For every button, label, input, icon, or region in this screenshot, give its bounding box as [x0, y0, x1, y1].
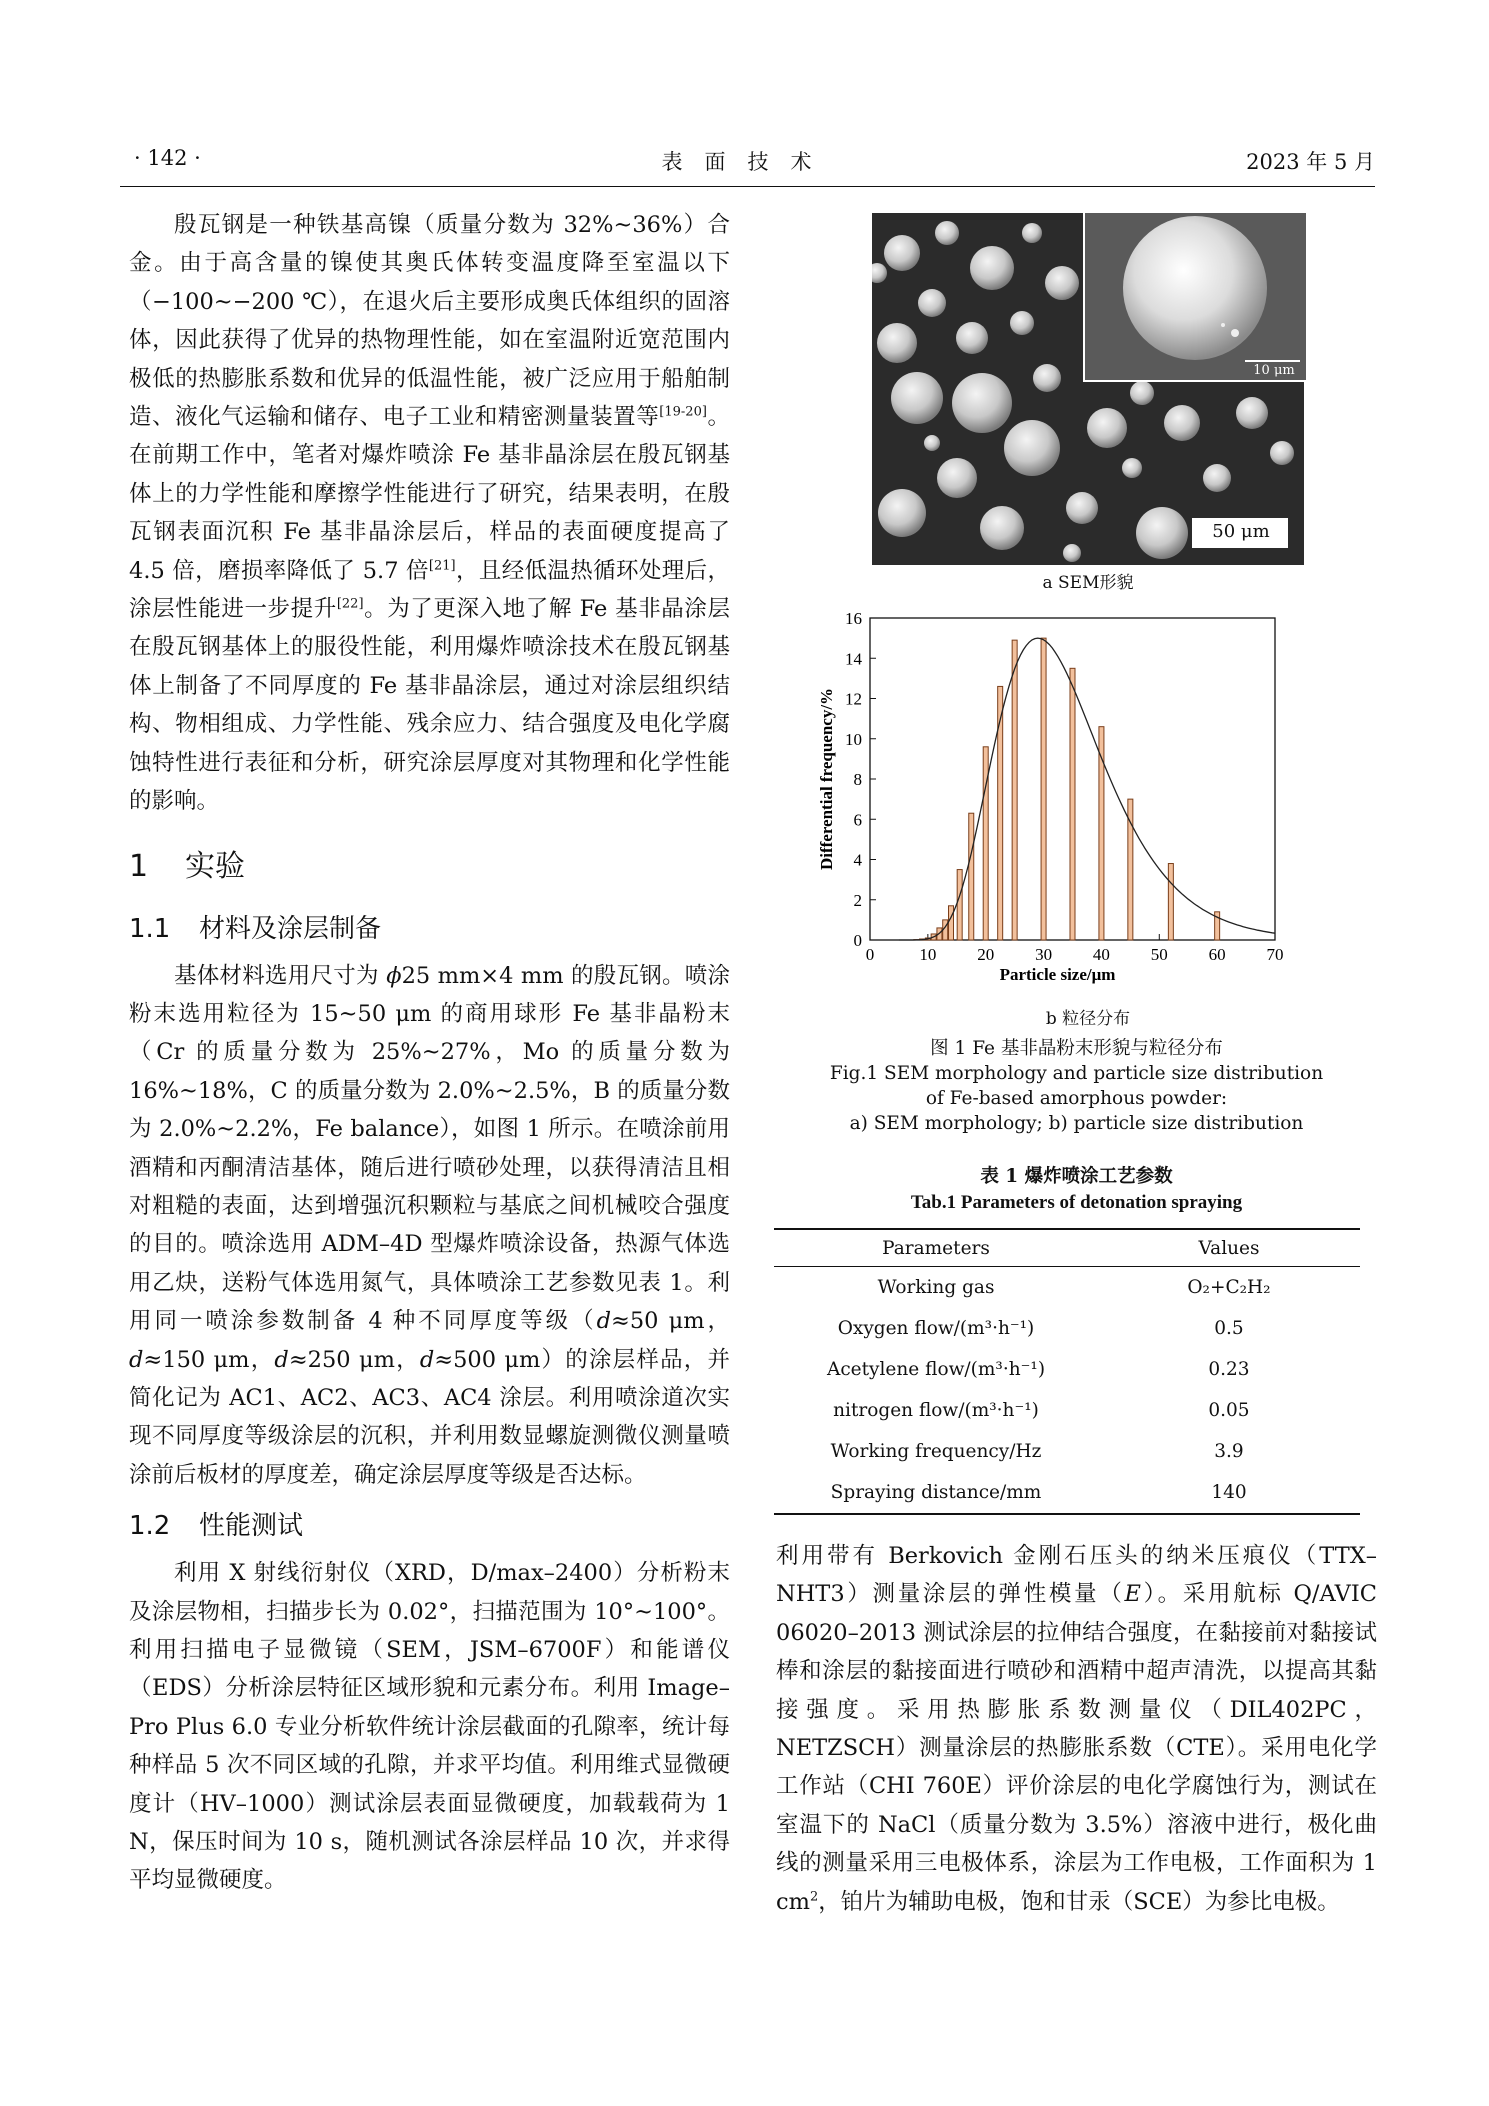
table-row: [774, 1431, 1360, 1472]
subsection-number: 1.2: [129, 1511, 171, 1542]
d-symbol: d: [129, 1346, 144, 1373]
column-header-values: Values: [1098, 1229, 1360, 1267]
table-cell: Acetylene flow/(m³·h⁻¹): [826, 1359, 1046, 1380]
histogram-bar: [957, 870, 962, 940]
section-1-1-heading: [129, 909, 730, 949]
x-axis-label: Particle size/μm: [999, 965, 1116, 984]
scale-bar-inset: 10 μm: [1253, 363, 1295, 378]
column-header-parameters: Parameters: [774, 1229, 1098, 1267]
table-row: [774, 1267, 1360, 1309]
x-tick-label: 60: [1208, 945, 1226, 964]
citation-21[interactable]: [21]: [428, 558, 456, 574]
histogram-bar: [949, 906, 954, 940]
x-tick-label: 20: [977, 945, 995, 964]
x-tick-label: 10: [919, 945, 937, 964]
histogram-bar: [1070, 668, 1075, 940]
testing-text-3: ，铂片为辅助电极，饱和甘汞（SCE）为参比电极。: [818, 1888, 1340, 1915]
scale-bar-main: 50 μm: [1212, 521, 1270, 542]
table-cell: nitrogen flow/(m³·h⁻¹): [833, 1400, 1039, 1421]
journal-title: 表面技术: [661, 150, 834, 174]
x-tick-label: 30: [1035, 945, 1053, 964]
figure-caption-en-line1: Fig.1 SEM morphology and particle size distribution: [829, 1063, 1324, 1084]
x-tick-label: 0: [865, 945, 875, 964]
figure-caption-en-line3: a) SEM morphology; b) particle size distribution: [849, 1113, 1304, 1134]
histogram-bar: [1012, 640, 1017, 940]
citation-19-20[interactable]: [19-20]: [659, 404, 707, 420]
y-tick-label: 6: [853, 810, 862, 830]
table-cell: 140: [1098, 1472, 1360, 1514]
y-tick-label: 8: [853, 770, 862, 789]
table-title-en: Tab.1 Parameters of detonation spraying: [910, 1192, 1243, 1213]
section-number: 1: [129, 848, 149, 884]
histogram-bar: [1041, 638, 1046, 940]
table-row: [774, 1472, 1360, 1514]
y-tick-label: 14: [845, 649, 862, 669]
section-title: 实验: [185, 848, 245, 884]
phi-symbol: ϕ: [386, 962, 402, 989]
materials-text-1: 基体材料选用尺寸为: [174, 962, 387, 989]
subsection-title: 材料及涂层制备: [199, 913, 382, 944]
y-tick-label: 4: [853, 850, 862, 870]
sem-inset-micrograph: [1083, 213, 1306, 382]
area-exponent: 2: [809, 1889, 819, 1905]
y-tick-label: 12: [845, 689, 862, 709]
section-1-2-heading: [129, 1506, 730, 1546]
testing-continued-paragraph: [776, 1537, 1377, 1921]
table-cell: Working gas: [877, 1277, 995, 1298]
d-symbol: d: [596, 1308, 611, 1335]
table-cell: Working frequency/Hz: [830, 1441, 1042, 1462]
table-cell: 3.9: [1214, 1441, 1244, 1462]
y-tick-label: 0: [853, 931, 862, 950]
testing-paragraph: 利用 X 射线衍射仪（XRD，D/max–2400）分析粉末及涂层物相，扫描步长为 0.02°，扫描范围为 10°~100°。利用扫描电子显微镜（SEM，JSM–6700F）和能谱仪（EDS）分析涂层特征区域形貌和元素分布。利用 Image–Pro Plus 6.0 专业分析软件统计涂层截面的孔隙率，统计每种样品 5 次不同区域的孔隙，并求平均值。利用维式显微硬度计（HV–1000）测试涂层表面显微硬度，加载载荷为 1 N，保压时间为 10 s，随机测试各涂层样品 10 次，并求得平均显微硬度。: [129, 1560, 730, 1894]
materials-text-2: 25 mm×4 mm 的殷瓦钢。喷涂粉末选用粒径为 15~50 μm 的商用球形 Fe 基非晶粉末（Cr 的质量分数为 25%~27%，Mo 的质量分数为 16%~18%，C 的质量分数为 2.0%~2.5%，B 的质量分数为 2.0%~2.2%，Fe balance），如图 1 所示。在喷涂前用酒精和丙酮清洁基体，随后进行喷砂处理，以获得清洁且相对粗糙的表面，达到增强沉积颗粒与基底之间机械咬合强度的目的。喷涂选用 ADM–4D 型爆炸喷涂设备，热源气体选用乙炔，送粉气体选用氮气，具体喷涂工艺参数见表 1。利用同一喷涂参数制备 4 种不同厚度等级（: [129, 962, 730, 1335]
y-tick-label: 2: [853, 890, 862, 910]
y-axis-label: Differential frequency/%: [817, 687, 836, 871]
page-header: [120, 146, 1375, 182]
subsection-number: 1.1: [129, 913, 171, 944]
intro-text-1: 殷瓦钢是一种铁基高镍（质量分数为 32%~36%）合金。由于高含量的镍使其奥氏体转变温度降至室温以下（−100~−200 ℃），在退火后主要形成奥氏体组织的固溶体，因此获得了优异的热物理性能，如在室温附近宽范围内极低的热膨胀系数和优异的低温性能，被广泛应用于船舶制造、液化气运输和储存、电子工业和精密测量装置等: [129, 212, 730, 431]
materials-text-3: ≈50 μm，: [610, 1308, 731, 1335]
table-row: [774, 1308, 1360, 1349]
table-cell: O₂+C₂H₂: [1187, 1277, 1271, 1298]
testing-text-2: ）。采用航标 Q/AVIC 06020–2013 测试涂层的拉伸结合强度，在黏接前对黏接试棒和涂层的黏接面进行喷砂和酒精中超声清洗，以提高其黏接强度。采用热膨胀系数测量仪（DIL402PC，NETZSCH）测量涂层的热膨胀系数（CTE）。采用电化学工作站（CHI 760E）评价涂层的电化学腐蚀行为，测试在室温下的 NaCl（质量分数为 3.5%）溶液中进行，极化曲线的测量采用三电极体系，涂层为工作电极，工作面积为 1 cm: [776, 1581, 1377, 1915]
right-column-text: [776, 1537, 1377, 1921]
materials-text-5: ≈250 μm，: [288, 1346, 420, 1373]
page-number: · 142 ·: [134, 146, 201, 170]
y-tick-label: 10: [845, 729, 862, 749]
table-cell: 0.05: [1208, 1400, 1250, 1421]
issue-date: 2023 年 5 月: [1246, 150, 1375, 174]
histogram-bar: [969, 813, 974, 940]
table-cell: 0.23: [1208, 1359, 1250, 1380]
table-title: [776, 1164, 1377, 1216]
table-row: [774, 1349, 1360, 1390]
d-symbol: d: [419, 1346, 435, 1373]
intro-paragraph: [129, 206, 730, 821]
modulus-symbol: E: [1124, 1581, 1141, 1608]
figure-caption-en-line2: of Fe-based amorphous powder:: [925, 1088, 1228, 1109]
x-tick-label: 40: [1092, 945, 1110, 964]
x-tick-label: 50: [1150, 945, 1168, 964]
table-cell: Spraying distance/mm: [774, 1472, 1098, 1514]
table-header-row: [774, 1229, 1360, 1267]
testing-text-1: 利用带有 Berkovich 金刚石压头的纳米压痕仪（TTX–NHT3）测量涂层的弹性模量（: [776, 1543, 1377, 1608]
subsection-title: 性能测试: [199, 1511, 304, 1542]
figure-label-b: b 粒径分布: [1045, 1009, 1131, 1029]
section-1-heading: [129, 843, 730, 891]
figure-label-a: a SEM形貌: [1042, 573, 1134, 593]
table-row: [774, 1390, 1360, 1431]
y-tick-label: 16: [845, 609, 862, 628]
table-title-cn: 表 1 爆炸喷涂工艺参数: [980, 1166, 1173, 1187]
table-cell: Oxygen flow/(m³·h⁻¹): [837, 1318, 1035, 1339]
figure-caption: [776, 1036, 1377, 1136]
d-symbol: d: [274, 1346, 289, 1373]
figure-caption-cn: 图 1 Fe 基非晶粉末形貌与粒径分布: [930, 1038, 1223, 1059]
spray-parameters-table: [774, 1228, 1360, 1515]
left-column: [129, 206, 730, 1900]
lognormal-fit-curve: [899, 638, 1275, 940]
header-rule: [120, 186, 1375, 187]
sem-single-sphere-image: [1085, 213, 1306, 380]
intro-text-4: 。为了更深入地了解 Fe 基非晶涂层在殷瓦钢基体上的服役性能，利用爆炸喷涂技术在殷瓦钢基体上制备了不同厚度的 Fe 基非晶涂层，通过对涂层组织结构、物相组成、力学性能、残余应力、结合强度及电化学腐蚀特性进行表征和分析，研究涂层厚度对其物理和化学性能的影响。: [129, 596, 730, 815]
citation-22[interactable]: [22]: [336, 596, 364, 612]
particle-size-chart: [815, 608, 1335, 1003]
histogram-bar: [1168, 864, 1173, 940]
materials-text-6: ≈500 μm）的涂层样品，并简化记为 AC1、AC2、AC3、AC4 涂层。利用喷涂道次实现不同厚度等级涂层的沉积，并利用数显螺旋测微仪测量喷涂前后板材的厚度差，确定涂层厚度等级是否达标。: [129, 1346, 730, 1488]
table-cell: 0.5: [1214, 1318, 1244, 1339]
intro-text-2: 。在前期工作中，笔者对爆炸喷涂 Fe 基非晶涂层在殷瓦钢基体上的力学性能和摩擦学性能进行了研究，结果表明，在殷瓦钢表面沉积 Fe 基非晶涂层后，样品的表面硬度提高了 4.5 倍，磨损率降低了 5.7 倍: [129, 404, 730, 584]
materials-paragraph: [129, 957, 730, 1495]
materials-text-4: ≈150 μm，: [143, 1346, 275, 1373]
intro-text-3: ，且经低温热循环处理后，涂层性能进一步提升: [129, 557, 730, 623]
x-tick-label: 70: [1266, 945, 1284, 964]
